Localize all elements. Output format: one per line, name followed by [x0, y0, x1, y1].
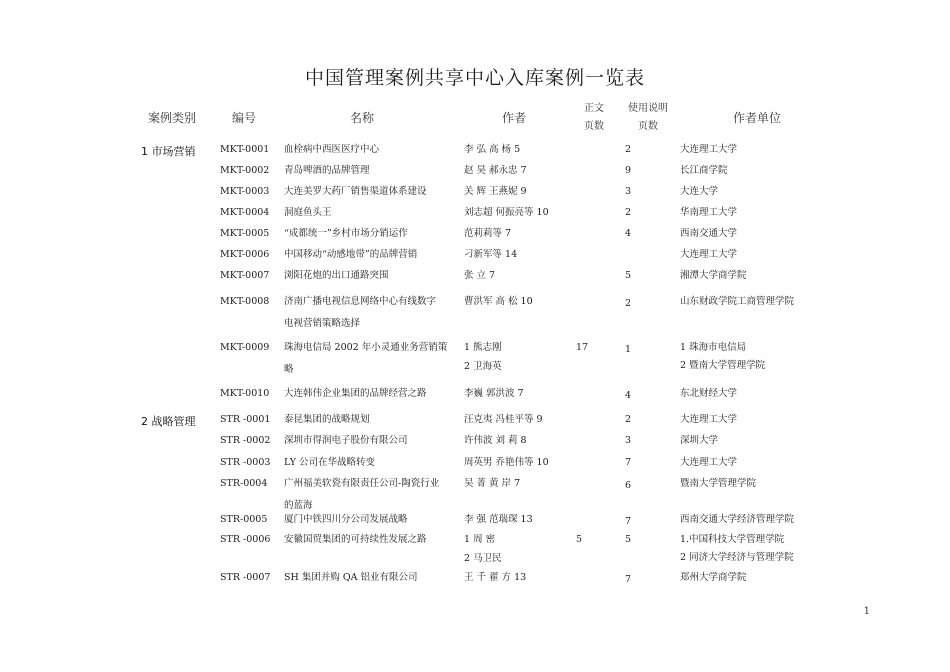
- case-code: MKT-0009: [220, 342, 270, 353]
- case-name: 济南广播电视信息网络中心有线数字: [284, 296, 437, 307]
- case-body-pages: 5: [576, 534, 583, 545]
- case-author: 刁新军等 14: [464, 249, 518, 260]
- case-author: 汪克夷 冯桂平等 9: [464, 414, 543, 425]
- case-name: 深圳市得润电子股份有限公司: [284, 435, 408, 446]
- case-unit: 山东财政学院工商管理学院: [680, 296, 795, 307]
- case-unit: 1.中国科技大学管理学院: [680, 534, 785, 545]
- case-body-pages: 17: [576, 342, 589, 353]
- case-guide-pages: 1: [625, 344, 632, 355]
- header-body-pages: [576, 100, 612, 136]
- case-name: 青岛啤酒的品牌管理: [284, 165, 370, 176]
- case-unit-cont: 2 暨南大学管理学院: [680, 360, 766, 371]
- case-guide-pages: 2: [625, 298, 632, 309]
- case-unit: 深圳大学: [680, 435, 719, 446]
- header-body-pages-line2: 页数: [584, 121, 604, 132]
- case-code: STR-0005: [220, 514, 268, 525]
- case-unit: 华南理工大学: [680, 207, 738, 218]
- case-unit: 暨南大学管理学院: [680, 478, 757, 489]
- header-guide-pages: [620, 100, 676, 136]
- header-guide-pages-line2: 页数: [638, 121, 658, 132]
- page-title: 中国管理案例共享中心入库案例一览表: [304, 67, 645, 89]
- case-guide-pages: 3: [625, 435, 632, 446]
- case-code: MKT-0005: [220, 228, 270, 239]
- case-code: STR-0004: [220, 478, 268, 489]
- case-name: 泰昆集团的战略规划: [284, 414, 370, 425]
- case-name: 洞庭鱼头王: [284, 207, 332, 218]
- case-guide-pages: 4: [625, 390, 632, 401]
- case-name: 血栓病中西医医疗中心: [284, 144, 380, 155]
- case-name: 浏阳花炮的出口通路突围: [284, 270, 389, 281]
- case-unit: 西南交通大学: [680, 228, 738, 239]
- case-author: 周英男 乔艳伟等 10: [464, 457, 549, 468]
- case-unit: 西南交通大学经济管理学院: [680, 514, 795, 525]
- case-unit-cont: 2 同济大学经济与管理学院: [680, 552, 794, 563]
- case-guide-pages: 7: [625, 457, 632, 468]
- case-guide-pages: 6: [625, 480, 632, 491]
- case-author: 王 千 翟 方 13: [464, 572, 527, 583]
- case-unit: 大连理工大学: [680, 414, 738, 425]
- case-guide-pages: 4: [625, 228, 632, 239]
- case-unit: 长江商学院: [680, 165, 728, 176]
- case-unit: 郑州大学商学院: [680, 572, 747, 583]
- case-guide-pages: 2: [625, 144, 632, 155]
- case-unit: 大连理工大学: [680, 249, 738, 260]
- case-name: 厦门中铁四川分公司发展战略: [284, 514, 408, 525]
- case-code: MKT-0008: [220, 296, 270, 307]
- case-code: MKT-0007: [220, 270, 270, 281]
- case-code: STR -0006: [220, 534, 271, 545]
- case-unit: 大连理工大学: [680, 144, 738, 155]
- case-name-cont: 略: [284, 364, 294, 375]
- case-author: 关 辉 王燕妮 9: [464, 186, 527, 197]
- case-name: 广州福美软瓷有限责任公司-陶瓷行业: [284, 478, 440, 489]
- case-guide-pages: 7: [625, 516, 632, 527]
- category-marketing: 1 市场营销: [141, 145, 196, 158]
- case-code: MKT-0006: [220, 249, 270, 260]
- case-name: 中国移动“动感地带”的品牌营销: [284, 249, 418, 260]
- case-author: 李巍 郭洪波 7: [464, 388, 524, 399]
- case-name: SH 集团并购 QA 铝业有限公司: [284, 572, 418, 583]
- case-author: 赵 昊 郝永忠 7: [464, 165, 527, 176]
- category-strategy: 2 战略管理: [141, 415, 196, 428]
- case-author: 1 周 密: [464, 534, 496, 545]
- case-guide-pages: 7: [625, 574, 632, 585]
- page-number: 1: [863, 606, 870, 617]
- header-body-pages-line1: 正文: [584, 103, 604, 114]
- case-guide-pages: 3: [625, 186, 632, 197]
- case-guide-pages: 5: [625, 534, 632, 545]
- case-code: STR -0002: [220, 435, 271, 446]
- case-author-cont: 2 马卫民: [464, 553, 502, 564]
- case-code: STR -0001: [220, 414, 271, 425]
- case-author: 李 弘 高 杨 5: [464, 144, 521, 155]
- case-guide-pages: 2: [625, 207, 632, 218]
- case-author: 张 立 7: [464, 270, 496, 281]
- case-code: MKT-0010: [220, 388, 270, 399]
- header-unit: 作者单位: [732, 111, 781, 125]
- case-author: 刘志超 何振亮等 10: [464, 207, 549, 218]
- case-code: MKT-0001: [220, 144, 270, 155]
- case-code: MKT-0004: [220, 207, 270, 218]
- case-author: 范莉莉等 7: [464, 228, 512, 239]
- case-name: 安徽国贸集团的可持续性发展之路: [284, 534, 427, 545]
- case-code: STR -0007: [220, 572, 271, 583]
- case-unit: 东北财经大学: [680, 388, 738, 399]
- case-name: LY 公司在华战略转变: [284, 457, 375, 468]
- case-guide-pages: 2: [625, 414, 632, 425]
- case-name: 大连美罗大药厂销售渠道体系建设: [284, 186, 427, 197]
- header-author: 作者: [501, 111, 526, 125]
- case-name: 珠海电信局 2002 年小灵通业务营销策: [284, 342, 448, 353]
- case-code: MKT-0003: [220, 186, 270, 197]
- case-author-cont: 2 卫海英: [464, 361, 502, 372]
- header-category: 案例类别: [147, 111, 196, 125]
- case-unit: 1 珠海市电信局: [680, 342, 747, 353]
- case-author: 曹洪军 高 松 10: [464, 296, 533, 307]
- case-code: STR -0003: [220, 457, 271, 468]
- case-name-cont: 电视营销策略选择: [284, 318, 361, 329]
- case-guide-pages: 9: [625, 165, 632, 176]
- header-name: 名称: [349, 111, 374, 125]
- case-author: 吴 菁 黄 岸 7: [464, 478, 521, 489]
- case-unit: 大连大学: [680, 186, 719, 197]
- case-name-cont: 的蓝海: [284, 500, 313, 511]
- case-code: MKT-0002: [220, 165, 270, 176]
- case-guide-pages: 5: [625, 270, 632, 281]
- case-name: “成都统一”乡村市场分销运作: [284, 228, 408, 239]
- case-author: 1 熊志刚: [464, 342, 502, 353]
- case-unit: 大连理工大学: [680, 457, 738, 468]
- case-name: 大连韩伟企业集团的品牌经营之路: [284, 388, 427, 399]
- header-guide-pages-line1: 使用说明: [628, 103, 668, 114]
- case-unit: 湘潭大学商学院: [680, 270, 747, 281]
- case-author: 许伟波 刘 莉 8: [464, 435, 527, 446]
- case-author: 李 强 范瑞琛 13: [464, 514, 533, 525]
- header-code: 编号: [231, 111, 256, 125]
